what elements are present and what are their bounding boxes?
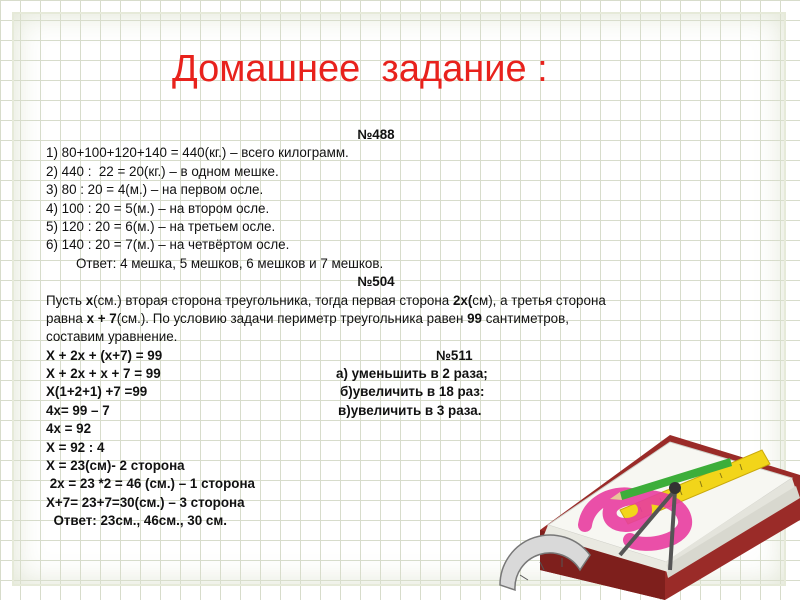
task-488-step-2: 2) 440 : 22 = 20(кг.) – в одном мешке. (46, 163, 279, 179)
task-504-equation-6: Х = 92 : 4 (46, 439, 105, 455)
task-511-header: №511 (436, 347, 473, 363)
task-504-equation-7: Х = 23(см)- 2 сторона (46, 458, 185, 474)
task-488-step-1: 1) 80+100+120+140 = 440(кг.) – всего килограмм. (46, 145, 349, 161)
task-504-equation-3: Х(1+2+1) +7 =99 (46, 384, 148, 400)
task-504-header: №504 (357, 274, 395, 290)
task-504-equation-9: Х+7= 23+7=30(см.) – 3 сторона (46, 494, 245, 510)
task-511-item-c: в)увеличить в 3 раза. (338, 402, 482, 418)
task-488-step-6: 6) 140 : 20 = 7(м.) – на четвёртом осле. (46, 237, 290, 253)
task-488-header: №488 (357, 127, 395, 142)
book-illustration (470, 380, 800, 600)
task-488-step-4: 4) 100 : 20 = 5(м.) – на втором осле. (46, 200, 270, 216)
task-504-intro-line-2: равна х + 7(см.). По условию задачи периметр треугольника равен 99 сантиметров, (46, 310, 569, 326)
task-488-answer: Ответ: 4 мешка, 5 мешков, 6 мешков и 7 мешков. (76, 255, 384, 271)
page-title: Домашнее задание : (172, 48, 548, 90)
task-511-item-a: а) уменьшить в 2 раза; (336, 366, 488, 382)
task-504-equation-8: 2х = 23 *2 = 46 (см.) – 1 сторона (46, 476, 255, 492)
task-488-step-5: 5) 120 : 20 = 6(м.) – на третьем осле. (46, 218, 276, 234)
task-504-intro-line-1: Пусть х(см.) вторая сторона треугольника, тогда первая сторона 2х(см), а третья сторона (46, 292, 606, 308)
task-504-equation-1: Х + 2х + (х+7) = 99 (46, 347, 163, 363)
task-488-step-3: 3) 80 : 20 = 4(м.) – на первом осле. (46, 182, 264, 198)
task-504-equation-2: Х + 2х + х + 7 = 99 (46, 366, 161, 382)
task-504-intro-line-3: составим уравнение. (46, 329, 178, 345)
task-504-equation-5: 4х = 92 (46, 421, 92, 437)
task-504-answer: Ответ: 23см., 46см., 30 см. (46, 513, 227, 529)
equation-row-1 (46, 347, 706, 365)
task-511-item-b: б)увеличить в 18 раз: (340, 384, 485, 400)
task-504-equation-4: 4х= 99 – 7 (46, 402, 110, 418)
